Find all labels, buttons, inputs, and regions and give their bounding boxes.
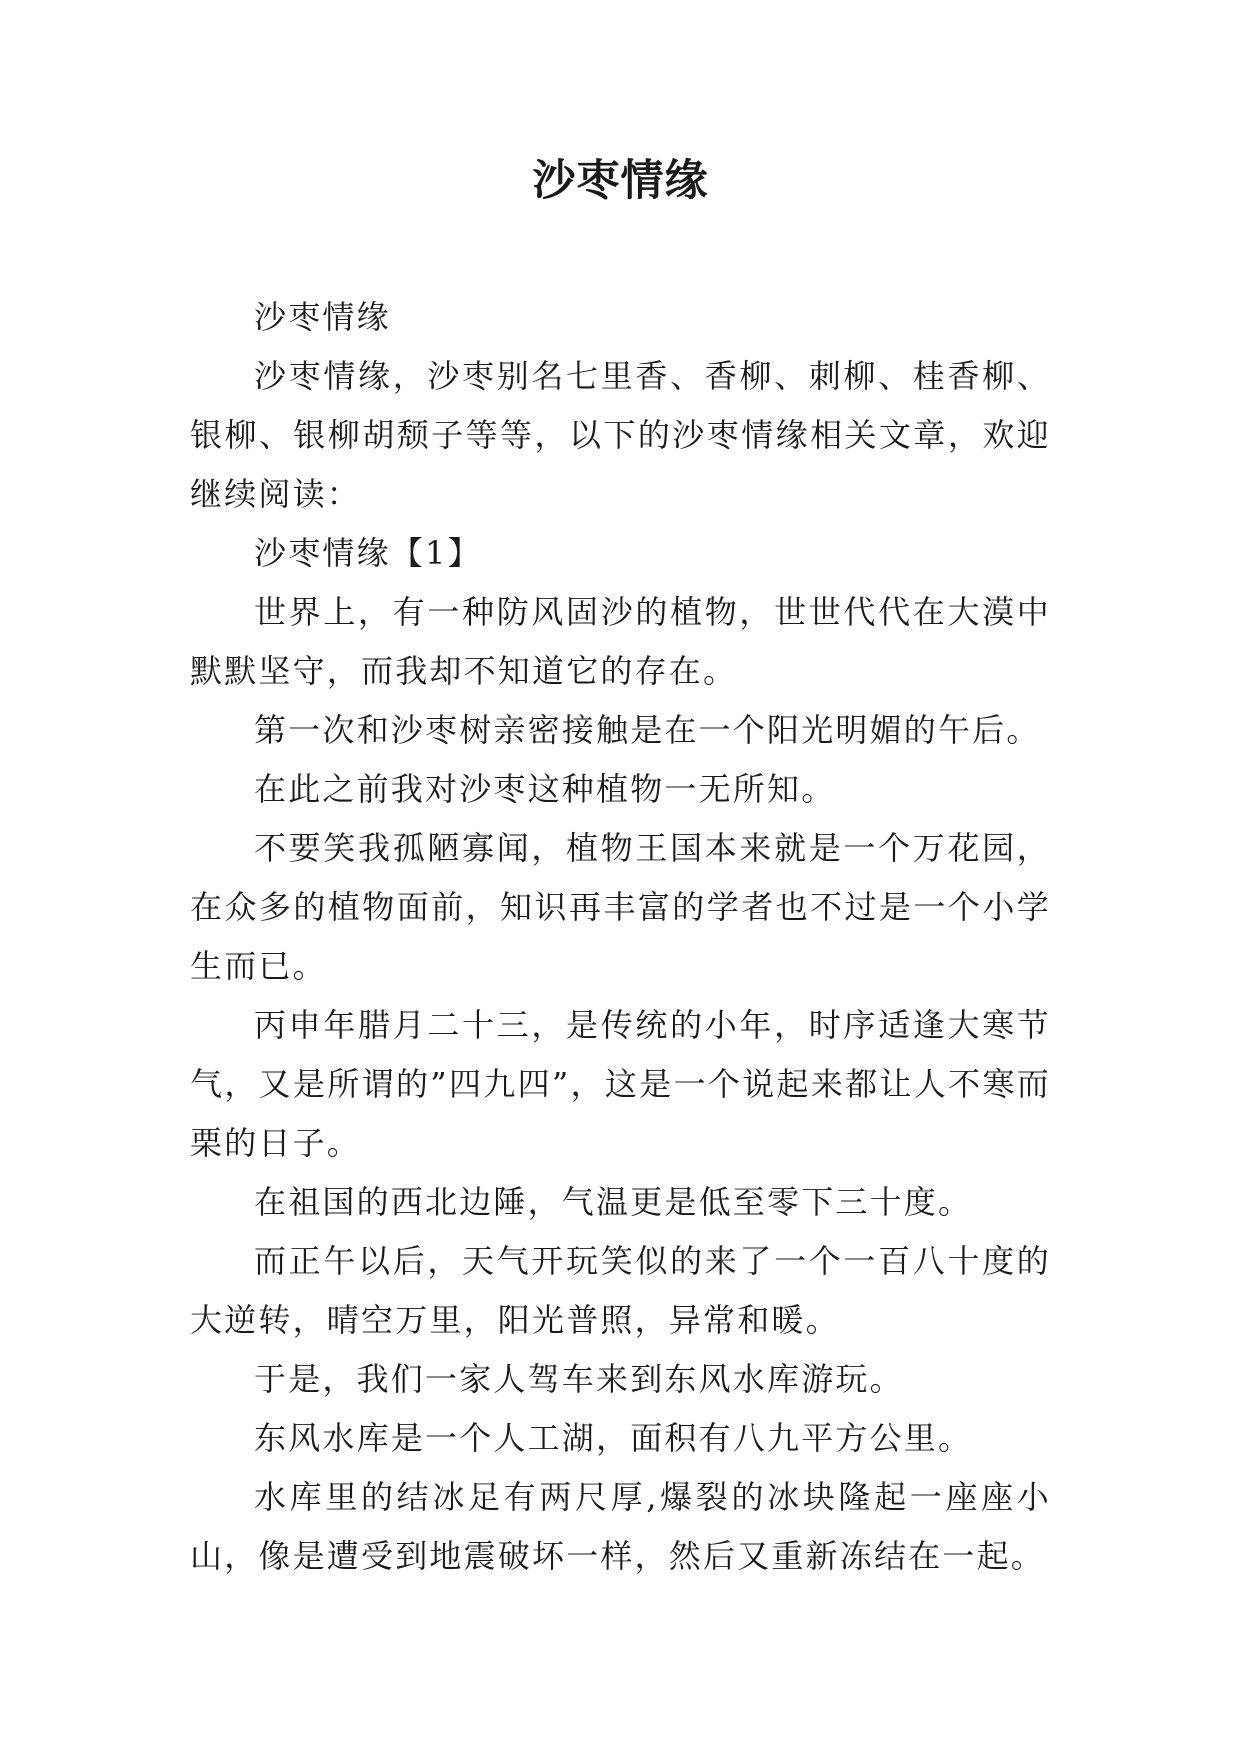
paragraph: 水库里的结冰足有两尺厚,爆裂的冰块隆起一座座小山，像是遭受到地震破坏一样，然后又重新冻结在一起。 xyxy=(190,1478,1051,1575)
paragraph: 世界上，有一种防风固沙的植物，世世代代在大漠中默默坚守，而我却不知道它的存在。 xyxy=(190,593,1051,690)
paragraph: 沙枣情缘，沙枣别名七里香、香柳、刺柳、桂香柳、银柳、银柳胡颓子等等，以下的沙枣情缘相关文章，欢迎继续阅读： xyxy=(190,357,1051,513)
paragraph: 沙枣情缘【1】 xyxy=(254,534,482,572)
paragraph: 在祖国的西北边陲，气温更是低至零下三十度。 xyxy=(254,1183,973,1221)
paragraph: 在此之前我对沙枣这种植物一无所知。 xyxy=(254,770,836,808)
paragraph: 不要笑我孤陋寡闻，植物王国本来就是一个万花园，在众多的植物面前，知识再丰富的学者也不过是一个小学生而已。 xyxy=(190,829,1051,985)
paragraph: 东风水库是一个人工湖，面积有八九平方公里。 xyxy=(254,1419,973,1457)
document-title: 沙枣情缘 xyxy=(532,156,709,206)
paragraph: 第一次和沙枣树亲密接触是在一个阳光明媚的午后。 xyxy=(254,711,1041,749)
paragraph: 丙申年腊月二十三，是传统的小年，时序适逢大寒节气，又是所谓的”四九四”，这是一个说起来都让人不寒而栗的日子。 xyxy=(190,1006,1051,1162)
paragraph: 沙枣情缘 xyxy=(254,298,391,336)
paragraph: 而正午以后，天气开玩笑似的来了一个一百八十度的大逆转，晴空万里，阳光普照，异常和暖。 xyxy=(190,1242,1051,1339)
document-body xyxy=(190,288,1051,1586)
paragraph: 于是，我们一家人驾车来到东风水库游玩。 xyxy=(254,1360,904,1398)
